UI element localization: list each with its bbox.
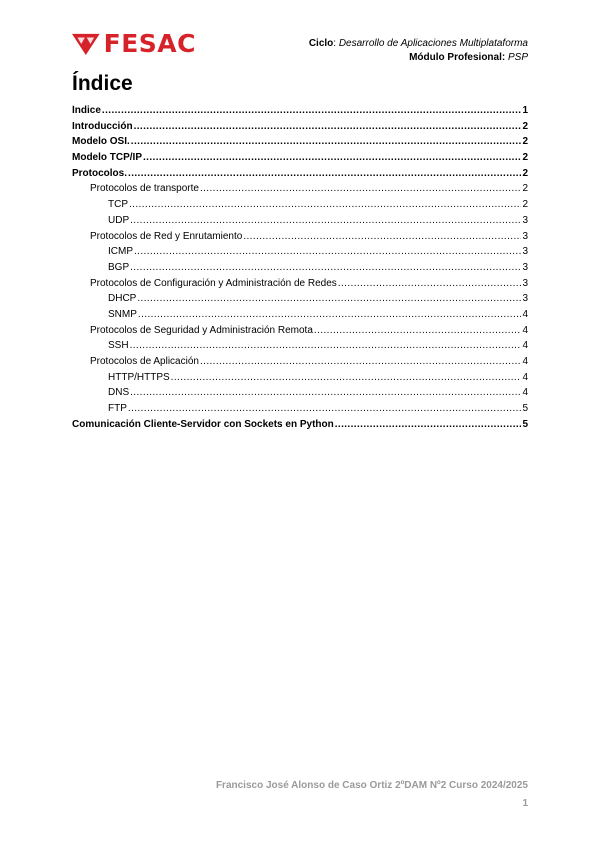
toc-entry[interactable]: BGP ..... 3	[72, 262, 528, 278]
toc-leader	[171, 372, 522, 383]
table-of-contents	[72, 105, 528, 434]
ciclo-value: Desarrollo de Aplicaciones Multiplataforma	[338, 38, 528, 49]
page-footer	[216, 779, 528, 811]
toc-entry[interactable]: SNMP ..... 4	[72, 309, 528, 325]
toc-leader	[314, 325, 522, 336]
toc-entry[interactable]: Protocolos de Seguridad y Administración Remota ..... 4	[72, 325, 528, 341]
toc-entry[interactable]: Modelo TCP/IP ..... 2	[72, 152, 528, 168]
modulo-label: Módulo Profesional:	[409, 52, 506, 63]
toc-entry[interactable]: Introducción ..... 2	[72, 121, 528, 137]
toc-entry[interactable]: Comunicación Cliente-Servidor con Sockets en Python ..... 5	[72, 419, 528, 435]
toc-leader	[129, 199, 521, 210]
toc-leader	[134, 121, 522, 132]
toc-entry[interactable]: ICMP ..... 3	[72, 246, 528, 262]
toc-leader	[130, 340, 522, 351]
toc-entry[interactable]: UDP ..... 3	[72, 215, 528, 231]
toc-leader	[128, 403, 522, 414]
toc-entry[interactable]: FTP ..... 5	[72, 403, 528, 419]
toc-entry[interactable]: DHCP ..... 3	[72, 293, 528, 309]
fesac-logo-icon	[72, 31, 100, 57]
toc-leader	[128, 168, 521, 179]
toc-leader	[130, 215, 521, 226]
toc-entry[interactable]: Protocolos de transporte ..... 2	[72, 183, 528, 199]
course-header: Ciclo: Desarrollo de Aplicaciones Multiplataforma Módulo Profesional: PSP	[308, 38, 528, 63]
toc-leader	[131, 136, 522, 147]
toc-leader	[134, 246, 521, 257]
toc-leader	[130, 387, 521, 398]
toc-leader	[130, 262, 521, 273]
toc-leader	[335, 419, 522, 430]
toc-leader	[200, 356, 521, 367]
toc-entry[interactable]: Índice ..... 1	[72, 105, 528, 121]
ciclo-label: Ciclo	[308, 38, 334, 49]
toc-entry[interactable]: Protocolos de Configuración y Administración de Redes ..... 3	[72, 278, 528, 294]
fesac-logo	[72, 30, 196, 58]
brand-name: FESAC	[103, 29, 196, 58]
toc-entry[interactable]: HTTP/HTTPS ..... 4	[72, 372, 528, 388]
footer-author: Francisco José Alonso de Caso Ortiz 2ºDAM Nº2 Curso 2024/2025	[215, 780, 528, 791]
toc-entry[interactable]: Protocolos. ..... 2	[72, 168, 528, 184]
toc-entry[interactable]: Protocolos de Red y Enrutamiento ..... 3	[72, 231, 528, 247]
toc-entry[interactable]: Protocolos de Aplicación ..... 4	[72, 356, 528, 372]
toc-entry[interactable]: SSH ..... 4	[72, 340, 528, 356]
toc-entry[interactable]: DNS ..... 4	[72, 387, 528, 403]
toc-leader	[338, 278, 522, 289]
page-number: 1	[522, 798, 528, 809]
modulo-value: PSP	[507, 52, 528, 63]
toc-leader	[102, 105, 522, 116]
toc-leader	[138, 309, 522, 320]
toc-leader	[200, 183, 521, 194]
toc-entry[interactable]: TCP ..... 2	[72, 199, 528, 215]
toc-leader	[243, 231, 521, 242]
toc-leader	[143, 152, 521, 163]
toc-entry[interactable]: Modelo OSI. ..... 2	[72, 136, 528, 152]
toc-leader	[137, 293, 521, 304]
page-title: Índice	[72, 72, 133, 95]
